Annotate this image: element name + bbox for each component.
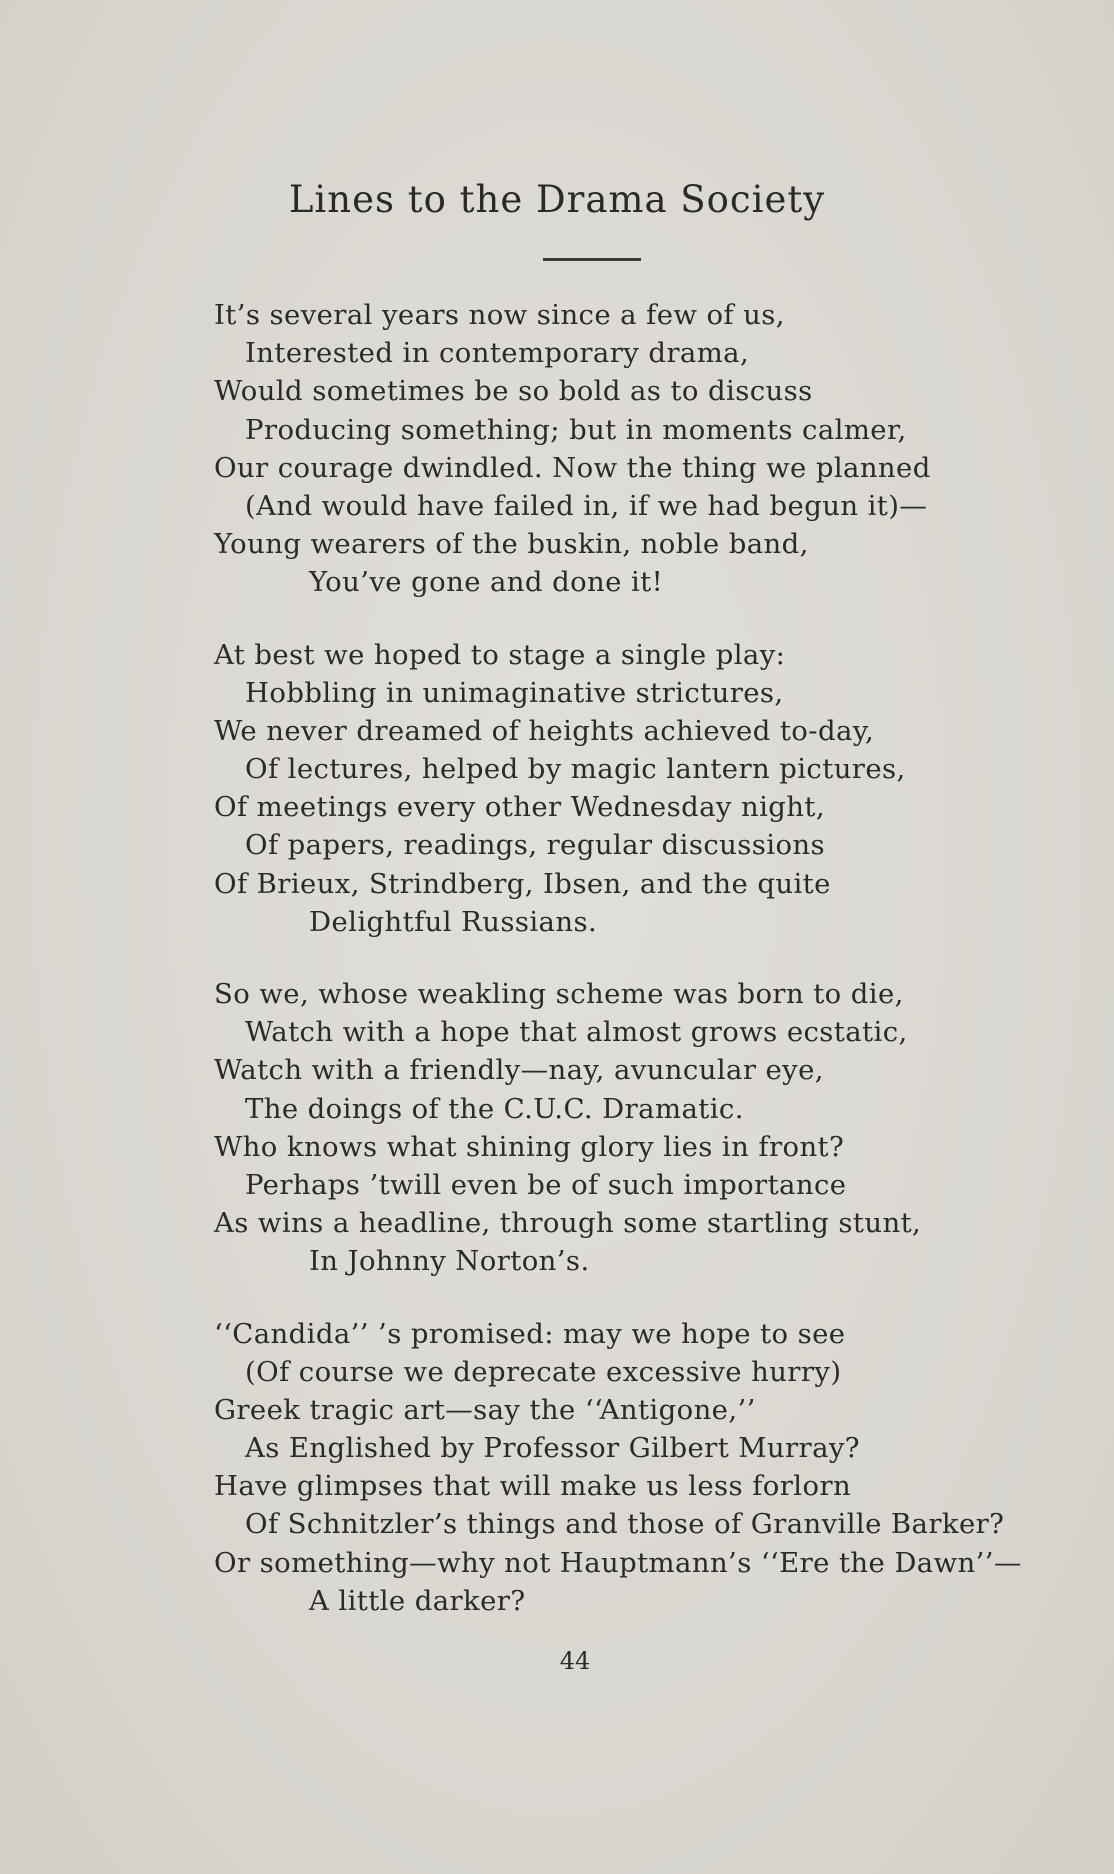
poem-line: ‘‘Candida’’ ’s promised: may we hope to see [214, 1317, 846, 1350]
poem-line: Have glimpses that will make us less forlorn [214, 1470, 852, 1503]
poem-line: Who knows what shining glory lies in front? [214, 1130, 845, 1163]
poem-line: Perhaps ’twill even be of such importance [245, 1168, 847, 1201]
stanza-3 [214, 975, 1054, 1281]
poem-line: Hobbling in unimaginative strictures, [245, 676, 784, 709]
poem-line: It’s several years now since a few of us, [214, 299, 785, 331]
poem-line: At best we hoped to stage a single play: [214, 638, 786, 671]
poem-line: (Of course we deprecate excessive hurry) [245, 1355, 842, 1388]
stanza-2 [214, 636, 1054, 942]
poem-line: Or something—why not Hauptmann’s ‘‘Ere the Dawn’’— [214, 1546, 1022, 1579]
poem-line: Of Brieux, Strindberg, Ibsen, and the quite [214, 867, 831, 900]
poem-line: Of papers, readings, regular discussions [245, 829, 826, 862]
poem-title: Lines to the Drama Society [288, 178, 826, 221]
poem-line: Interested in contemporary drama, [245, 337, 750, 370]
poem-line: As Englished by Professor Gilbert Murray? [245, 1432, 860, 1465]
poem-line: A little darker? [309, 1584, 526, 1617]
poem-line: Young wearers of the buskin, noble band, [214, 528, 809, 561]
title-rule [543, 258, 641, 261]
poem-line: Watch with a friendly—nay, avuncular eye, [214, 1054, 824, 1087]
poem-line: As wins a headline, through some startling stunt, [214, 1207, 922, 1240]
poem-line: Greek tragic art—say the ‘‘Antigone,’’ [214, 1393, 756, 1426]
poem-line: Of meetings every other Wednesday night, [214, 791, 825, 824]
poem-line: The doings of the C.U.C. Dramatic. [245, 1092, 744, 1125]
poem-body [214, 296, 1054, 1654]
poem-line: In Johnny Norton’s. [309, 1245, 590, 1278]
poem-line: Watch with a hope that almost grows ecstatic, [245, 1016, 908, 1049]
stanza-1 [214, 296, 1054, 602]
poem-line: You’ve gone and done it! [309, 566, 664, 599]
poem-line: Our courage dwindled. Now the thing we planned [214, 451, 931, 484]
stanza-4 [214, 1315, 1054, 1621]
poem-line: (And would have failed in, if we had begun it)— [245, 489, 928, 522]
poem-line: Of lectures, helped by magic lantern pictures, [245, 753, 906, 786]
poem-line: Producing something; but in moments calmer, [245, 413, 907, 446]
page-number: 44 [559, 1647, 591, 1675]
poem-line: We never dreamed of heights achieved to-day, [214, 714, 875, 747]
poem-line: So we, whose weakling scheme was born to die, [214, 978, 904, 1010]
poem-line: Would sometimes be so bold as to discuss [214, 375, 813, 408]
poem-line: Of Schnitzler’s things and those of Granville Barker? [245, 1508, 1005, 1541]
poem-line: Delightful Russians. [309, 905, 598, 938]
